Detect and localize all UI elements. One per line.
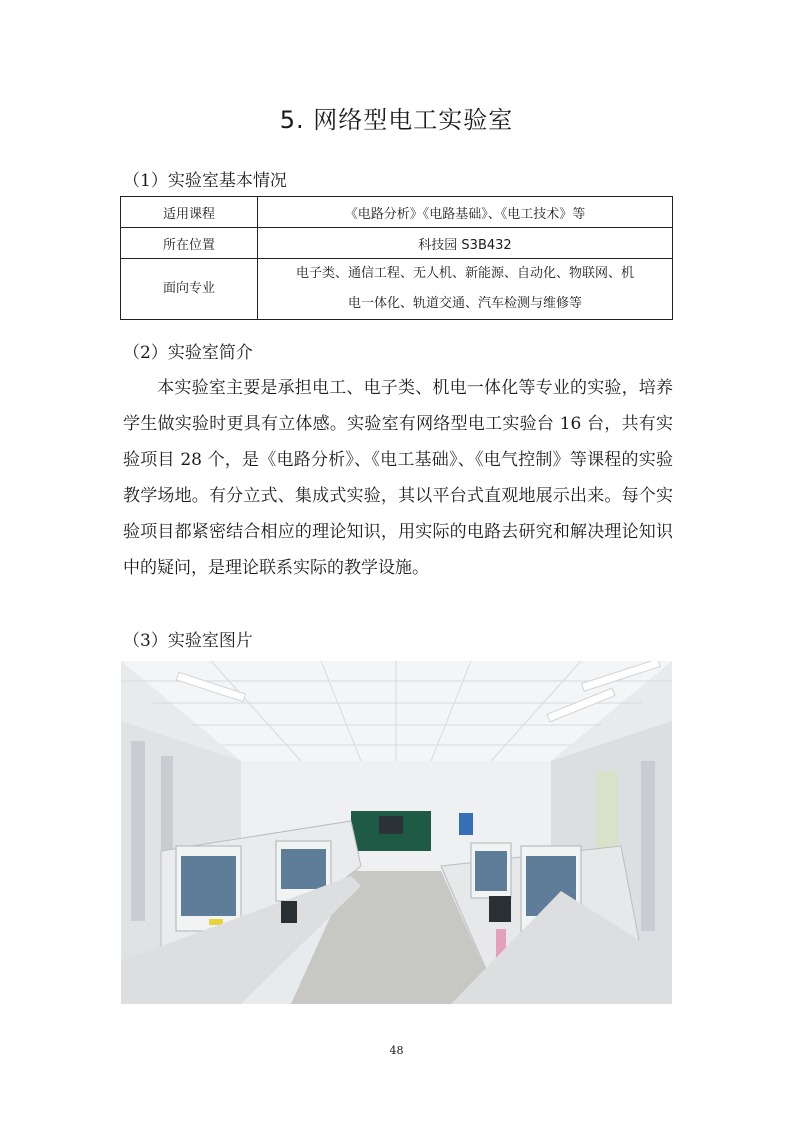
section-heading-basic-info: （1）实验室基本情况 — [123, 171, 287, 191]
intro-body — [123, 370, 673, 586]
lab-info-table — [120, 196, 673, 320]
table-row — [121, 197, 673, 228]
intro-paragraph: 本实验室主要是承担电工、电子类、机电一体化等专业的实验，培养学生做实验时更具有立体感。实验室有网络型电工实验台 16 台，共有实验项目 28 个，是《电路分析》、《电工基础》、《电气控制》等课程的实验教学场地。有分立式、集成式实验，其以平台式直观地展示出来。每个实验项目都紧密结合相应的理论知识，用实际的电路去研究和解决理论知识中的疑问，是理论联系实际的教学设施。 — [123, 378, 673, 578]
section-heading-intro: （2）实验室简介 — [123, 343, 253, 363]
table-cell-value: 科技园 S3B432 — [258, 228, 673, 259]
lab-photo — [121, 661, 672, 1004]
table-cell-label: 面向专业 — [121, 259, 258, 320]
majors-line-1: 电子类、通信工程、无人机、新能源、自动化、物联网、机 — [295, 266, 634, 281]
section-heading-photos: （3）实验室图片 — [123, 631, 253, 651]
table-row — [121, 228, 673, 259]
table-cell-label: 适用课程 — [121, 197, 258, 228]
page-title: 5. 网络型电工实验室 — [279, 106, 514, 134]
page-number: 48 — [389, 1044, 404, 1057]
table-cell-value: 《电路分析》《电路基础》、《电工技术》等 — [258, 197, 673, 228]
table-row — [121, 259, 673, 320]
table-cell-label: 所在位置 — [121, 228, 258, 259]
table-cell-value — [258, 259, 673, 320]
majors-line-2: 电一体化、轨道交通、汽车检测与维修等 — [347, 296, 582, 311]
